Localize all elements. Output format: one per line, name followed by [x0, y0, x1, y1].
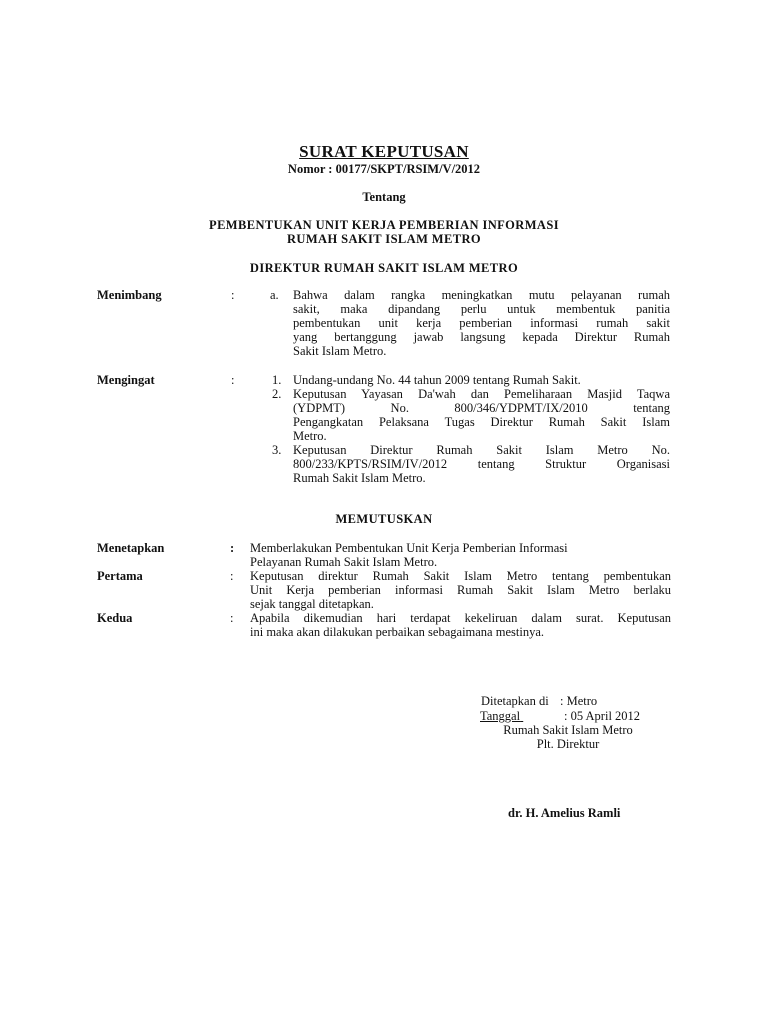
menimbang-line: yang bertanggung jawab langsung kepada Direktur Rumah — [293, 330, 670, 344]
kedua-line: Apabila dikemudian hari terdapat kekeliruan dalam surat. Keputusan — [250, 611, 671, 625]
mengingat-line: Metro. — [293, 429, 327, 443]
date-row — [480, 709, 658, 723]
subject-line-1: PEMBENTUKAN UNIT KERJA PEMBERIAN INFORMASI — [209, 218, 559, 232]
pertama-line: Keputusan direktur Rumah Sakit Islam Metro tentang pembentukan — [250, 569, 671, 583]
document-number: Nomor : 00177/SKPT/RSIM/V/2012 — [287, 162, 481, 176]
signatory-name: dr. H. Amelius Ramli — [508, 806, 621, 820]
pertama-line: sejak tanggal ditetapkan. — [250, 597, 374, 611]
menimbang-line: sakit, maka dipandang perlu untuk membentuk panitia — [293, 302, 670, 316]
mengingat-marker: 3. — [272, 443, 282, 457]
pertama-line: Unit Kerja pemberian informasi Rumah Sakit Islam Metro berlaku — [250, 583, 671, 597]
menimbang-label: Menimbang — [97, 288, 162, 302]
menetapkan-colon: : — [230, 541, 235, 555]
subject-line-2: RUMAH SAKIT ISLAM METRO — [286, 232, 482, 246]
document-title: SURAT KEPUTUSAN — [299, 142, 469, 161]
mengingat-label: Mengingat — [97, 373, 155, 387]
mengingat-line: Undang-undang No. 44 tahun 2009 tentang Rumah Sakit. — [293, 373, 581, 387]
tentang-label: Tentang — [362, 190, 406, 204]
kedua-line: ini maka akan dilakukan perbaikan sebagaimana mestinya. — [250, 625, 544, 639]
menimbang-line: Bahwa dalam rangka meningkatkan mutu pelayanan rumah — [293, 288, 670, 302]
mengingat-marker: 1. — [272, 373, 282, 387]
pertama-colon: : — [230, 569, 234, 583]
signature-org: Rumah Sakit Islam Metro — [503, 723, 633, 737]
mengingat-line: 800/233/KPTS/RSIM/IV/2012 tentang Struktur Organisasi — [293, 457, 670, 471]
kedua-colon: : — [230, 611, 234, 625]
place-label: Ditetapkan di — [481, 694, 549, 708]
date-value: : 05 April 2012 — [564, 709, 641, 723]
menimbang-line: Sakit Islam Metro. — [293, 344, 387, 358]
signature-position: Plt. Direktur — [536, 737, 600, 751]
pertama-label: Pertama — [97, 569, 143, 583]
mengingat-colon: : — [231, 373, 235, 387]
menetapkan-line: Pelayanan Rumah Sakit Islam Metro. — [250, 555, 438, 569]
mengingat-line: Keputusan Direktur Rumah Sakit Islam Metro No. — [293, 443, 670, 457]
kedua-label: Kedua — [97, 611, 133, 625]
menimbang-marker: a. — [270, 288, 279, 302]
memutuskan-heading: MEMUTUSKAN — [335, 512, 433, 526]
mengingat-line: Pengangkatan Pelaksana Tugas Direktur Rumah Sakit Islam — [293, 415, 670, 429]
mengingat-line: Rumah Sakit Islam Metro. — [293, 471, 426, 485]
mengingat-marker: 2. — [272, 387, 282, 401]
menetapkan-line: Memberlakukan Pembentukan Unit Kerja Pemberian Informasi — [250, 541, 568, 555]
issuer: DIREKTUR RUMAH SAKIT ISLAM METRO — [249, 261, 519, 275]
menimbang-line: pembentukan unit kerja pemberian informasi rumah sakit — [293, 316, 670, 330]
mengingat-line: (YDPMT) No. 800/346/YDPMT/IX/2010 tentang — [293, 401, 670, 415]
menimbang-colon: : — [231, 288, 235, 302]
mengingat-line: Keputusan Yayasan Da'wah dan Pemeliharaan Masjid Taqwa — [293, 387, 670, 401]
date-label: Tanggal — [480, 709, 521, 723]
menetapkan-label: Menetapkan — [97, 541, 165, 555]
place-value: : Metro — [560, 694, 598, 708]
